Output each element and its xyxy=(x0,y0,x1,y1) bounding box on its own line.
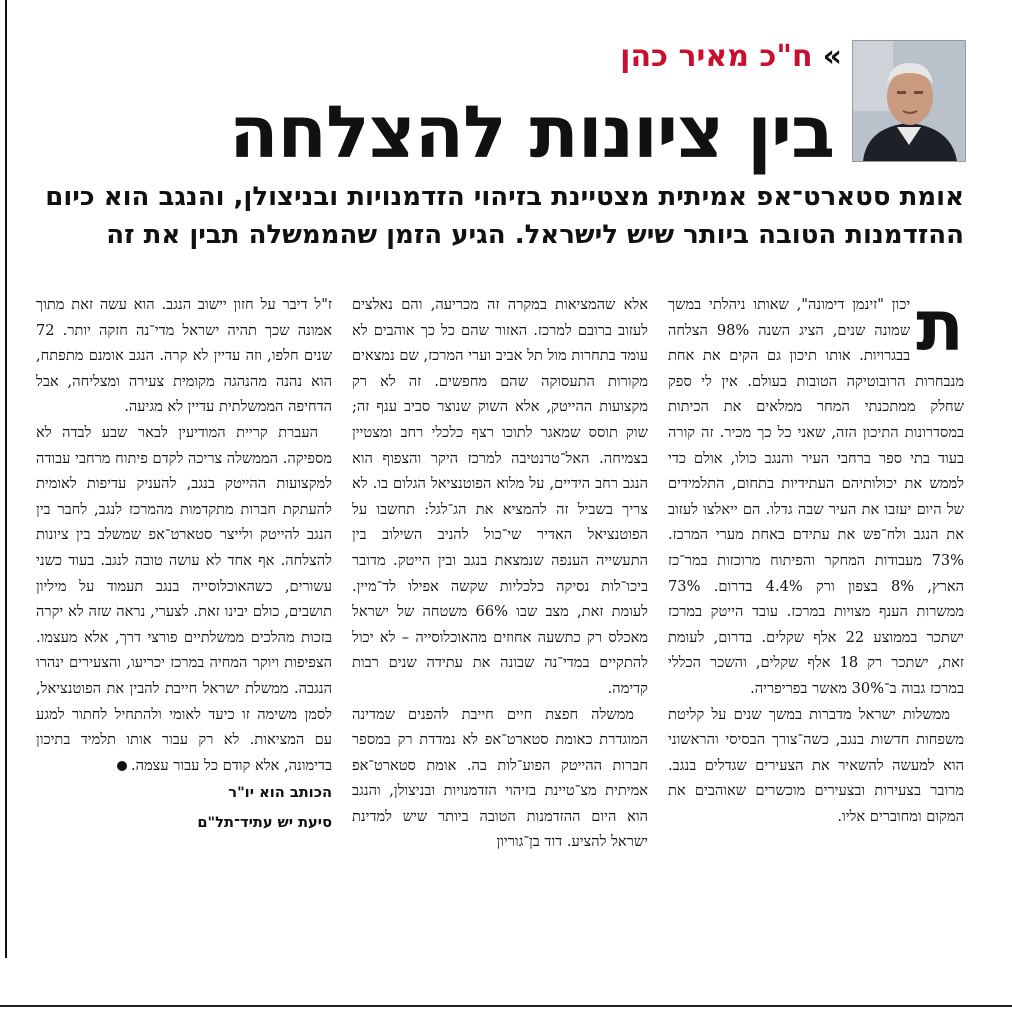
article-column-2 xyxy=(352,292,648,960)
column-2-paragraph-1: אלא שהמציאות במקרה זה מכריעה, והם נאלצים לעזוב ברובם למרכז. האזור שהם כל כך אוהבים לא עומד בתחרות מול תל אביב וערי המרכז, שם נמצאים מקורות התעסוקה שהם מחפשים. זה לא רק מקצועות ההייטק, אלא השוק שנוצר סביב ענף זה; שוק תוסס שמאגר לתוכו רצף כלכלי רחב ומצטיין בצמיחה. האל־טרנטיבה למרכז היקר והצפוף הוא הנגב רחב הידיים, על מלוא הפוטנציאל הגלום בו. לא צריך בשביל זה להמציא את הג־לגל: תחשבו על הפוטנציאל האדיר שי־כול להניב השילוב בין התעשייה הענפה שנמצאת בנגב ובין הייטק. מדובר ביכו־לות נסיקה כלכליות שקשה אפילו לד־מיין. לעומת זאת, מצב שבו 66% משטחה של ישראל מאכלס רק כתשעה אחוזים מהאוכלוסייה – לא יכול להתקיים במדי־נה שבונה את עתידה שנים רבות קדימה. xyxy=(352,296,648,697)
author-credit-line-2: סיעת יש עתיד־תל"ם xyxy=(197,814,332,832)
article-column-3 xyxy=(36,292,332,960)
column-3-paragraph-2-text: העברת קריית המודיעין לבאר שבע לבדה לא מספיקה. הממשלה צריכה לקדם פיתוח מרחבי עבודה למקצועות ההייטק בנגב, להעניק עדיפות לאומית להעתקת חברות מתקדמות מהמרכז לנגב, לחבר בין הנגב להייטק ולייצר סטארט־אפ שמשלב בין ציונות להצלחה. אף אחד לא עושה טובה לנגב. בעוד כשני עשורים, כשהאוכלוסייה בנגב תעמוד על מיליון תושבים, כולם יבינו זאת. לצערי, נראה שזה לא יקרה בזכות מהלכים ממשלתיים פורצי דרך, אלא מעצמו. הצפיפות ויוקר המחיה במרכז יכריעו, והצעירים ינהרו הנגבה. ממשלת ישראל חייבת להבין את הפוטנציאל, לסמן משימה זו כיעד לאומי ולהתחיל לחתור למגע עם המציאות. לא רק עבור אותו תלמיד בתיכון בדימונה, אלא קודם כל עבור עצמה. xyxy=(36,423,332,774)
article-body xyxy=(36,292,964,960)
drop-cap: ת xyxy=(916,292,964,367)
article-subhead: אומת סטארט־אפ אמיתית מצטיינת בזיהוי הזדמנויות ובניצולן, והנגב הוא כיום ההזדמנות הטובה ביותר שיש לישראל. הגיע הזמן שהממשלה תבין את זה xyxy=(45,182,964,250)
column-3-paragraph-1: ז"ל דיבר על חזון יישוב הנגב. הוא עשה זאת מתוך אמונה שכך תהיה ישראל מדי־נה חזקה יותר. 72 שנים חלפו, וזה עדיין לא קרה. הנגב אומנם מתפתח, הוא נהנה מהנהגה מקומית צעירה ומצליחה, אבל הדחיפה הממשלתית עדיין לא מגיעה. xyxy=(36,296,332,416)
end-of-article-bullet-icon xyxy=(117,761,127,771)
author-name: ח"כ מאיר כהן xyxy=(620,39,813,74)
column-1-paragraph-2: ממשלות ישראל מדברות במשך שנים על קליטת משפחות חדשות בנגב, כשה־צורך הבסיסי והראשוני הוא למעשה להשאיר את הצעירים שגדלים בנגב. מרובר בצעירות ובצעירים מוכשרים שאוהבים את המקום ומחוברים אליו. xyxy=(668,705,964,825)
article-column-1 xyxy=(668,292,964,960)
article-headline: בין ציונות להצלחה xyxy=(229,90,834,174)
column-3-paragraph-2 xyxy=(36,420,332,778)
byline-chevron-icon: » xyxy=(822,39,842,74)
page-left-rule xyxy=(5,0,7,958)
author-byline xyxy=(620,39,842,74)
page-bottom-rule xyxy=(0,1005,1012,1007)
column-2-paragraph-2: ממשלה חפצת חיים חייבת להפנים שמדינה המוגדרת כאומת סטארט־אפ לא נמדדת רק במספר חברות ההייטק הפוע־לות בה. אומת סטארט־אפ אמיתית מצ־טיינת בזיהוי הזדמנויות ובניצולן, והנגב הוא היום ההזדמנות הטובה ביותר שיש למדינת ישראל להציע. דוד בן־גוריון xyxy=(352,705,648,851)
author-portrait-image xyxy=(853,41,965,161)
column-1-paragraph-1: יכון "זינמן דימונה", שאותו ניהלתי במשך שמונה שנים, הציג השנה 98% הצלחה בבגרויות. אותו תיכון גם הקים את אחת מנבחרות הרובוטיקה הטובות בעולם. אין לי ספק שחלק ממתכנתי המחר ממלאים את הכיתות במסדרונות התיכון הזה, שאני כל כך מכיר. זה קורה בעוד בתי ספר ברחבי העיר והנגב כולו, אולם כדי לממש את יכולותיהם העתידיות בתחום, התלמידים של היום יעזבו את העיר שבה גדלו. הם ייאלצו לעזוב את הנגב ולח־פש את עתידם באחת מערי המרכז. 73% מעבודות המחקר והפיתוח מרוכזות במר־כז הארץ, 8% בצפון ורק 4.4% בדרום. 73% ממשרות הענף מצויות במרכז. עובד הייטק במרכז ישתכר בממוצע 22 אלף שקלים. בדרום, לעומת זאת, ישתכר רק 18 אלף שקלים, והשכר הכללי במרכז גבוה ב־30% מאשר בפריפריה. xyxy=(668,296,964,697)
author-credit-line-1: הכותב הוא יו"ר xyxy=(228,784,332,802)
author-photo xyxy=(852,40,966,162)
